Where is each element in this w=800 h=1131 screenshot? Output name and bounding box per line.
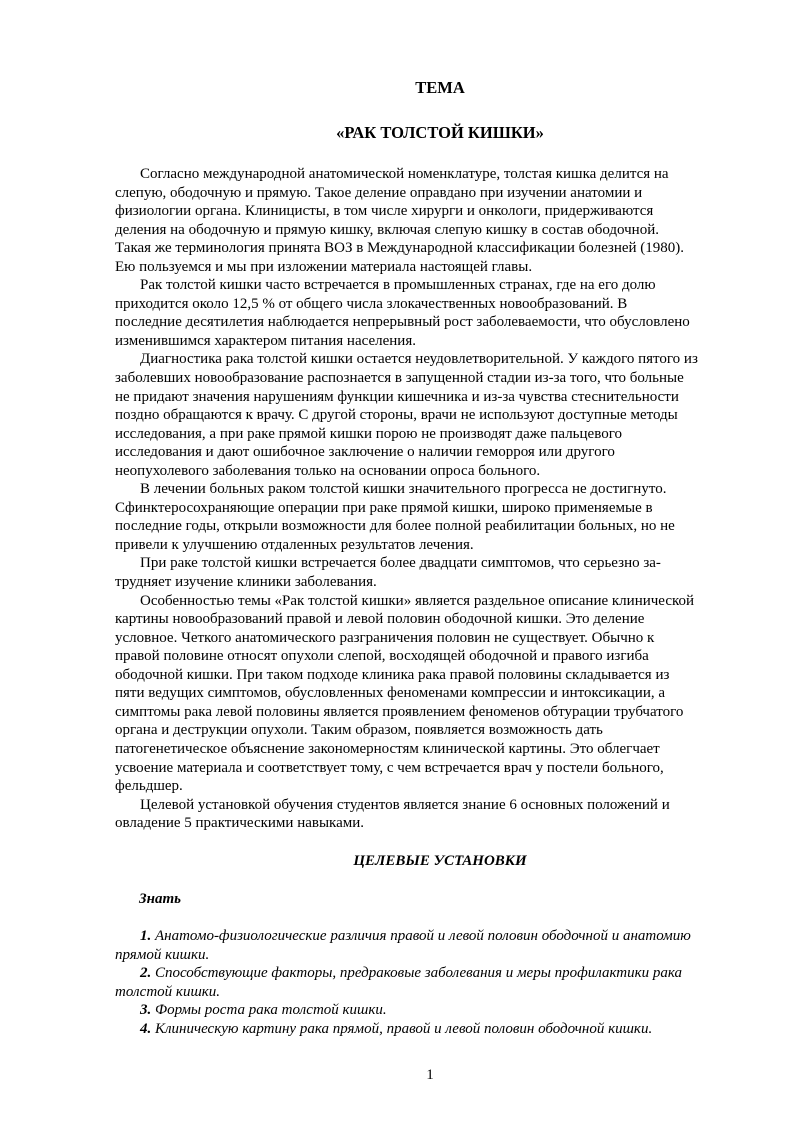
paragraph-2: Рак толстой кишки часто встречается в промышленных странах, где на его долю приходится около 12,5 % от общего числа злокачественных новообразований. В последние десятилетия наблюдается непрерывный рост заболеваемости, что обусловлено изменившимся характером питания населения. — [115, 277, 690, 349]
body-text — [115, 165, 741, 833]
goal-number: 3. — [140, 1002, 152, 1019]
goals-section-title: ЦЕЛЕВЫЕ УСТАНОВКИ — [353, 853, 527, 869]
goal-number: 1. — [140, 928, 152, 944]
goal-text: Анатомо-физиологические различия правой и левой половин ободочной и анатомию прямой кишки. — [115, 928, 691, 963]
paragraph-4: В лечении больных раком толстой кишки значительного прогресса не достигнуто. Сфинктеросохраняющие операции при раке прямой кишки, широко применяемые в последние годы, открыли возможности для более полной реабилитации больных, но не привели к улучшению отдаленных результатов лечения. — [115, 481, 675, 553]
know-label: Знать — [139, 891, 181, 907]
heading-title: «РАК ТОЛСТОЙ КИШКИ» — [336, 123, 544, 142]
goal-text: Формы роста рака толстой кишки. — [155, 1002, 387, 1019]
goal-number: 4. — [140, 1020, 152, 1037]
goal-item — [115, 927, 755, 964]
heading-topic: ТЕМА — [415, 78, 465, 97]
paragraph-6: Особенностью темы «Рак толстой кишки» является раздельное описание клинической картины новообразований правой и левой половин ободочной кишки. Это деление условное. Четкого анатомического разграничения половин не существует. Обычно к правой половине относят опухоли слепой, восходящей ободочной и правого изгиба ободочной кишки. При таком подходе клиника рака правой половины складывается из пяти ведущих симптомов, обусловленных феноменами компрессии и интоксикации, а симптомы рака левой половины является проявлением феноменов обтурации трубчатого органа и деструкции опухоли. Таким образом, появляется возможность дать патогенетическое объяснение закономерностям клинической картины. Это облегчает усвоение материала и соответствует тому, с чем встречается врач у постели больного, фельдшер. — [115, 592, 695, 795]
page-number: 1 — [426, 1067, 434, 1083]
paragraph-3: Диагностика рака толстой кишки остается неудовлетворительной. У каждого пятого из заболевших новообразование распознается в запущенной стадии из-за того, что больные не придают значения нарушениям функции кишечника и из-за чувства стеснительности поздно обращаются к врачу. С другой стороны, врачи не используют доступные методы исследования, а при раке прямой кишки порою не производят даже пальцевого исследования и дают ошибочное заключение о наличии геморроя или другого неопухолевого заболевания только на основании опроса больного. — [115, 351, 698, 479]
goal-text: Способствующие факторы, предраковые заболевания и меры профилактики рака толстой кишки. — [115, 965, 683, 1000]
goal-list — [115, 927, 755, 1039]
goal-number: 2. — [140, 965, 152, 982]
goal-item — [115, 1020, 755, 1039]
paragraph-7: Целевой установкой обучения студентов является знание 6 основных положений и овладение 5 практическими навыками. — [115, 796, 670, 832]
goal-item — [115, 1001, 755, 1020]
paragraph-1: Согласно международной анатомической номенклатуре, толстая кишка делится на слепую, ободочную и прямую. Такое деление оправдано при изучении анатомии и физиологии органа. Клиницисты, в том числе хирурги и онкологи, придерживаются деления на ободочную и прямую кишку, включая слепую кишку в состав ободочной. Такая же терминология принята ВОЗ в Международной классификации болезней (1980). Ею пользуемся и мы при изложении материала настоящей главы. — [115, 166, 685, 275]
goal-text: Клиническую картину рака прямой, правой и левой половин ободочной кишки. — [155, 1020, 653, 1037]
goal-item — [115, 964, 755, 1001]
paragraph-5: При раке толстой кишки встречается более двадцати симптомов, что серьезно за- трудняет изучение клиники заболевания. — [115, 555, 661, 591]
